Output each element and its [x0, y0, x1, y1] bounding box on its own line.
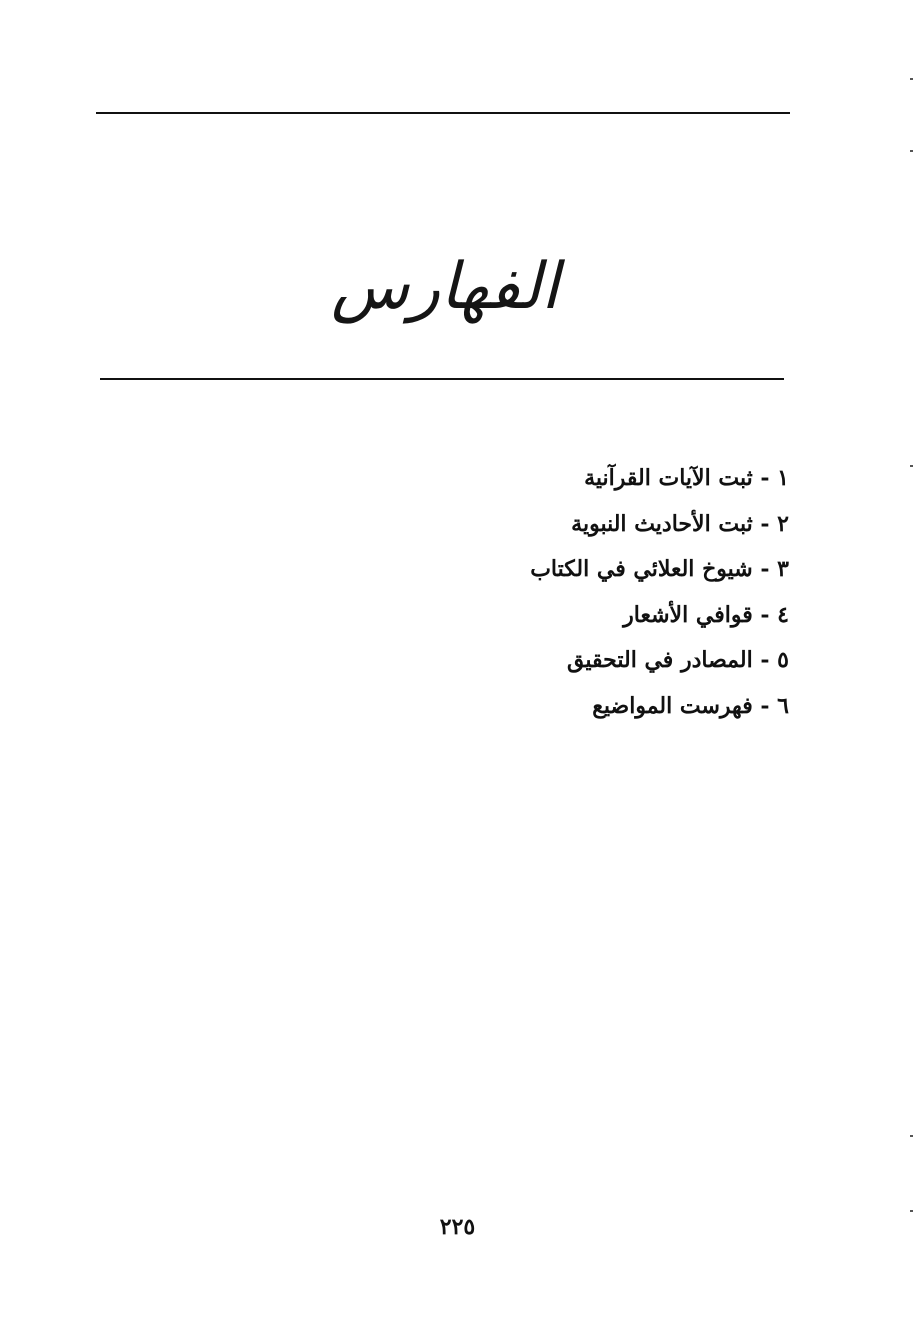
bottom-rule	[100, 378, 784, 380]
edge-mark	[910, 1135, 913, 1137]
index-item-quran-verses: ١ - ثبت الآيات القرآنية	[584, 465, 789, 491]
index-item-poetry-rhymes: ٤ - قوافي الأشعار	[623, 601, 789, 628]
edge-mark	[910, 78, 913, 80]
index-item-topics: ٦ - فهرست المواضيع	[592, 692, 789, 719]
page-number: ٢٢٥	[439, 1214, 476, 1240]
edge-mark	[910, 150, 913, 152]
edge-mark	[910, 1210, 913, 1212]
top-rule	[96, 112, 790, 114]
section-title: الفهارس	[331, 250, 559, 324]
index-item-hadiths: ٢ - ثبت الأحاديث النبوية	[571, 510, 789, 537]
index-item-sources: ٥ - المصادر في التحقيق	[567, 647, 789, 673]
index-list	[530, 456, 789, 729]
edge-mark	[910, 465, 913, 467]
index-item-sheikhs: ٣ - شيوخ العلائي في الكتاب	[530, 556, 789, 582]
